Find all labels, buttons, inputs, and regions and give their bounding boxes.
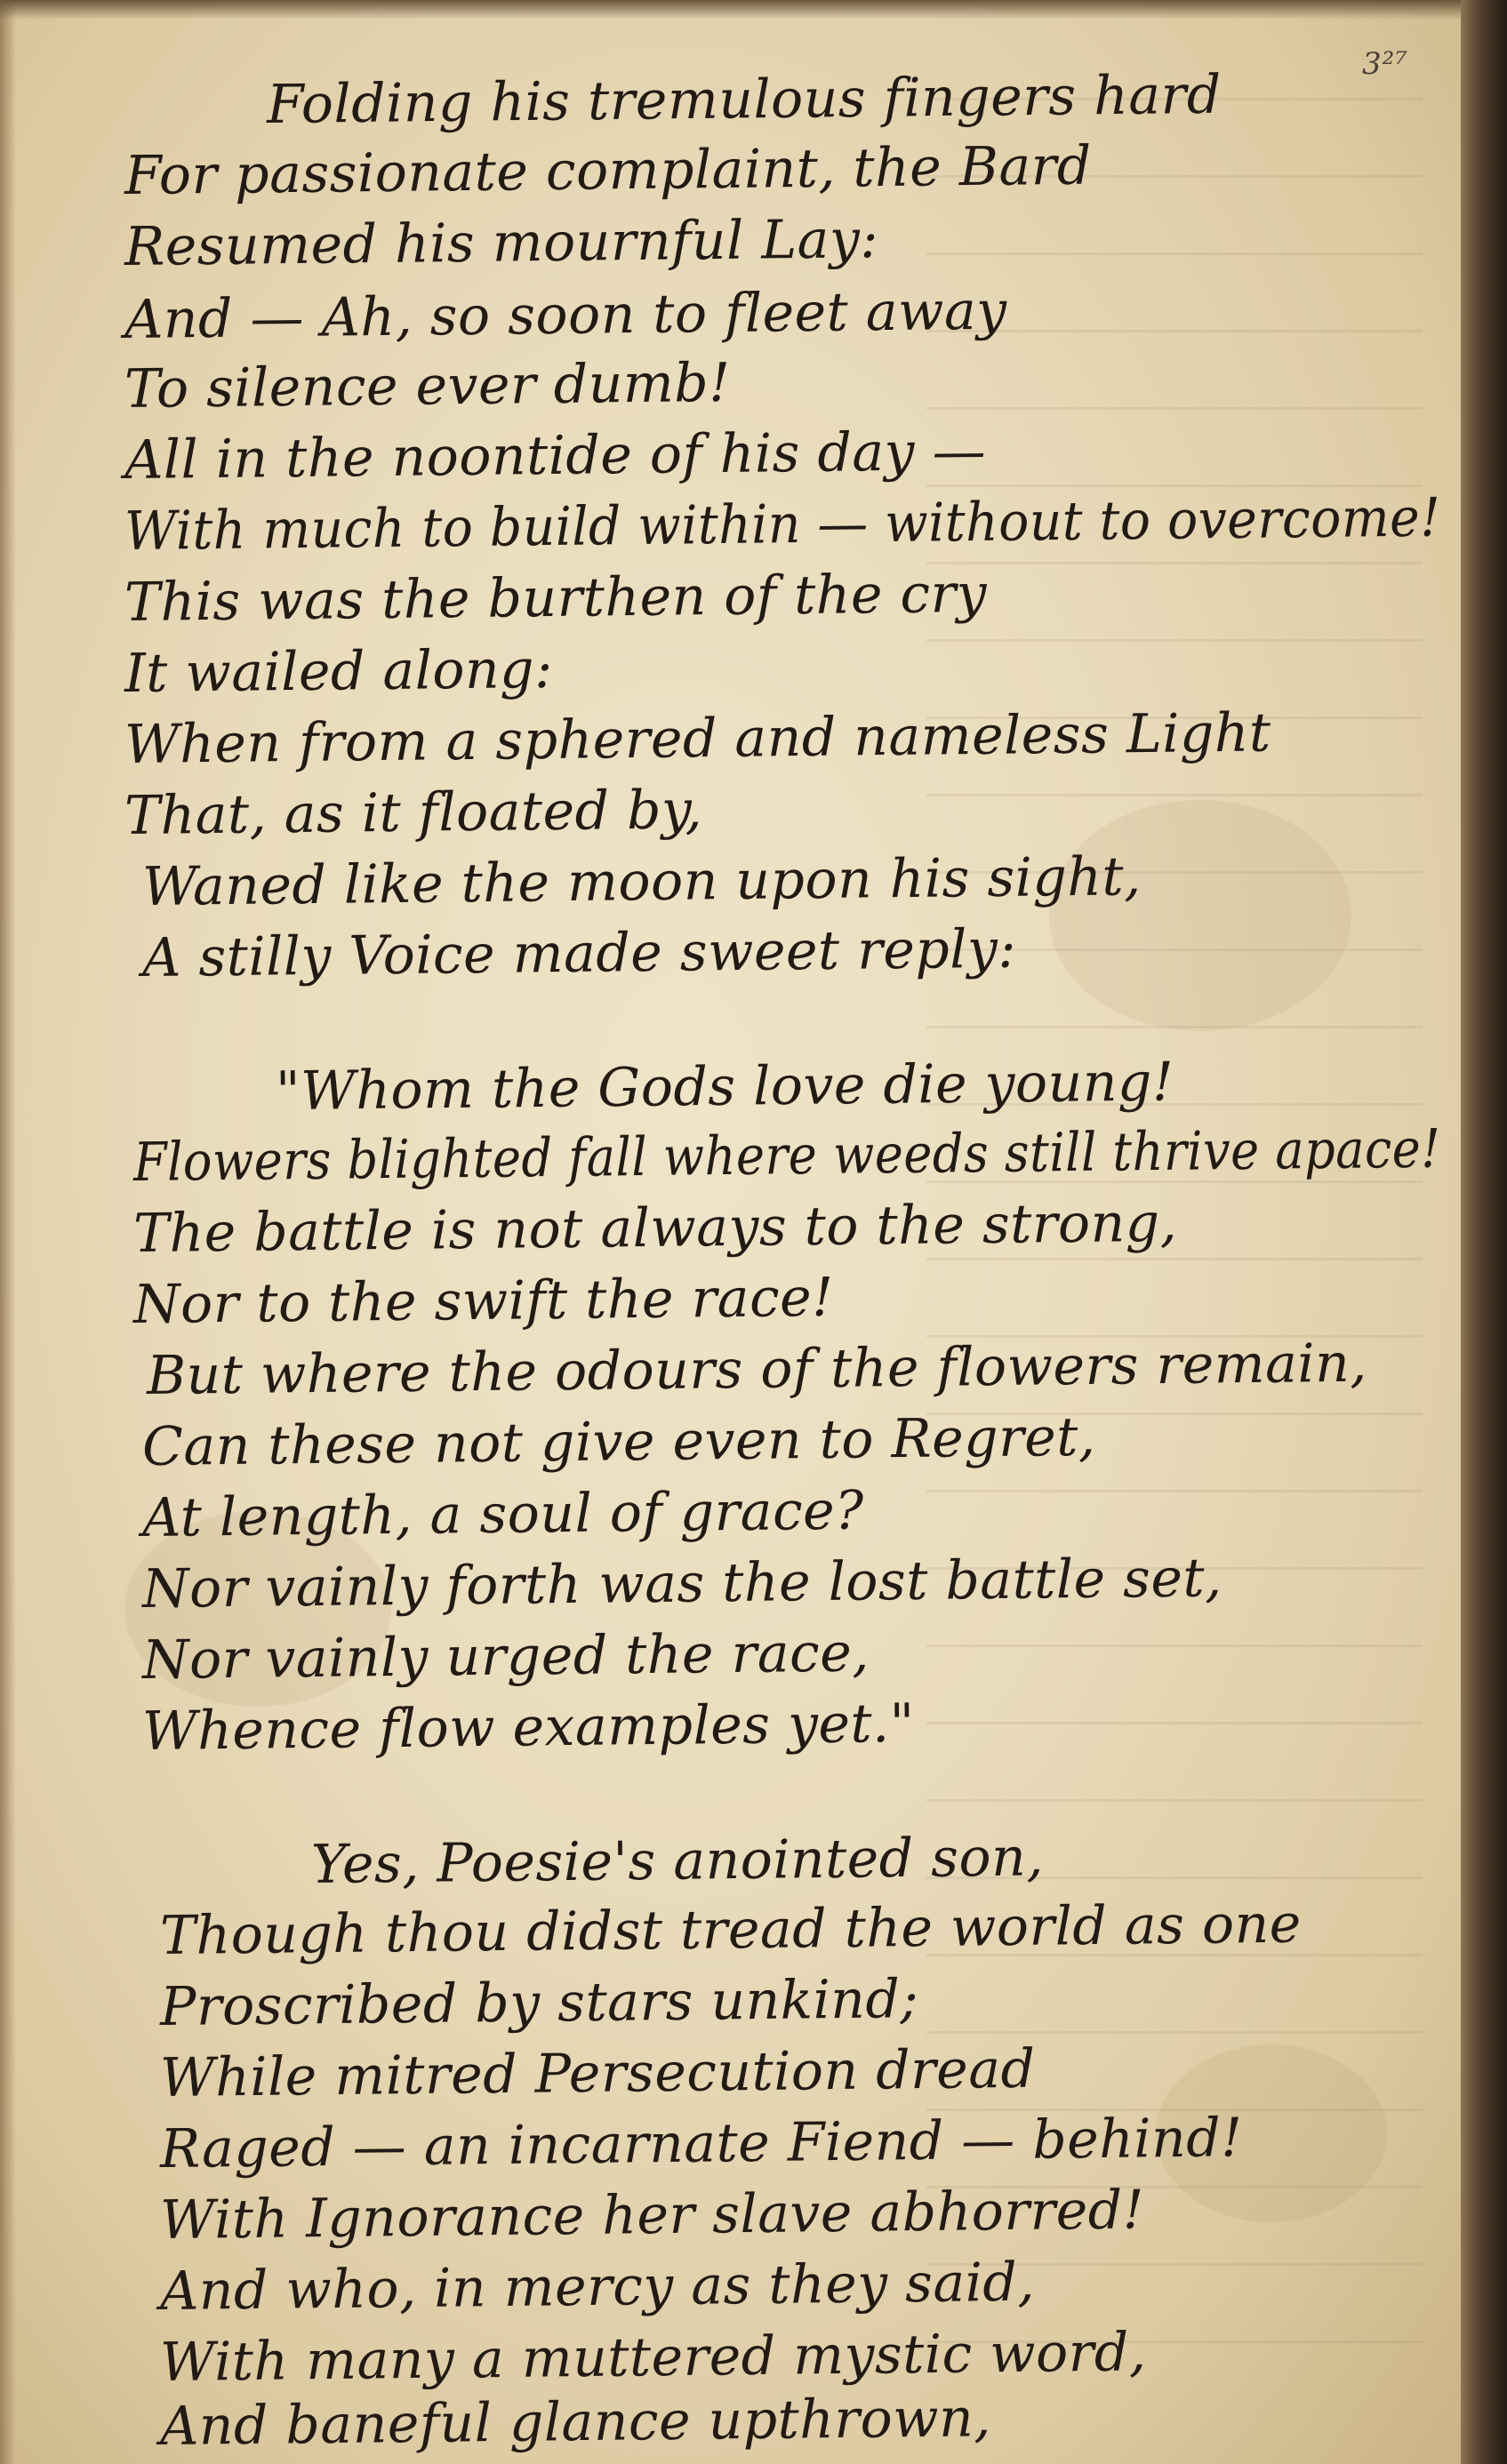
poem-line: Nor vainly forth was the lost battle set, xyxy=(141,1547,1222,1620)
poem-line: With Ignorance her slave abhorred! xyxy=(159,2179,1145,2252)
poem-line: This was the burthen of the cry xyxy=(124,562,988,634)
poem-line: Raged — an incarnate Fiend — behind! xyxy=(159,2107,1244,2180)
poem-line: For passionate complaint, the Bard xyxy=(124,134,1093,207)
poem-line: Can these not give even to Regret, xyxy=(141,1405,1096,1478)
book-binding-edge xyxy=(1461,0,1507,2464)
poem-line: And baneful glance upthrown, xyxy=(159,2387,992,2458)
poem-line: Nor to the swift the race! xyxy=(132,1266,835,1336)
poem-line: And — Ah, so soon to fleet away xyxy=(124,279,1007,351)
poem-line: It wailed along: xyxy=(124,637,554,705)
poem-line: Folding his tremulous fingers hard xyxy=(266,63,1222,136)
poem-line: Nor vainly urged the race, xyxy=(141,1621,870,1692)
poem-line: Flowers blighted fall where weeds still thrive apace! xyxy=(132,1117,1441,1194)
poem-line: With much to build within — without to overcome! xyxy=(124,486,1441,563)
poem-line: Whence flow examples yet." xyxy=(141,1692,916,1763)
poem-line: But where the odours of the flowers remain, xyxy=(146,1332,1368,1407)
poem-line: To silence ever dumb! xyxy=(124,351,732,420)
poem-line: Waned like the moon upon his sight, xyxy=(141,845,1142,918)
poem-line: All in the noontide of his day — xyxy=(124,420,987,492)
poem-line: A stilly Voice made sweet reply: xyxy=(141,917,1017,989)
poem-line: At length, a soul of grace? xyxy=(141,1479,865,1549)
poem-line: The battle is not always to the strong, xyxy=(132,1191,1178,1265)
page-number: 3²⁷ xyxy=(1362,46,1408,82)
poem-line: When from a sphered and nameless Light xyxy=(124,701,1271,776)
poem-line: Proscribed by stars unkind; xyxy=(159,1968,919,2038)
poem-line: Yes, Poesie's anointed son, xyxy=(310,1826,1045,1896)
poem-line: Resumed his mournful Lay: xyxy=(124,208,879,278)
poem-line: Though thou didst tread the world as one xyxy=(159,1892,1303,1967)
poem-line: That, as it floated by, xyxy=(124,779,703,847)
poem-line: "Whom the Gods love die young! xyxy=(275,1051,1174,1123)
poem-line: With many a muttered mystic word, xyxy=(159,2321,1147,2394)
poem-line: While mitred Persecution dread xyxy=(159,2037,1036,2109)
poem-line: And who, in mercy as they said, xyxy=(159,2251,1036,2323)
